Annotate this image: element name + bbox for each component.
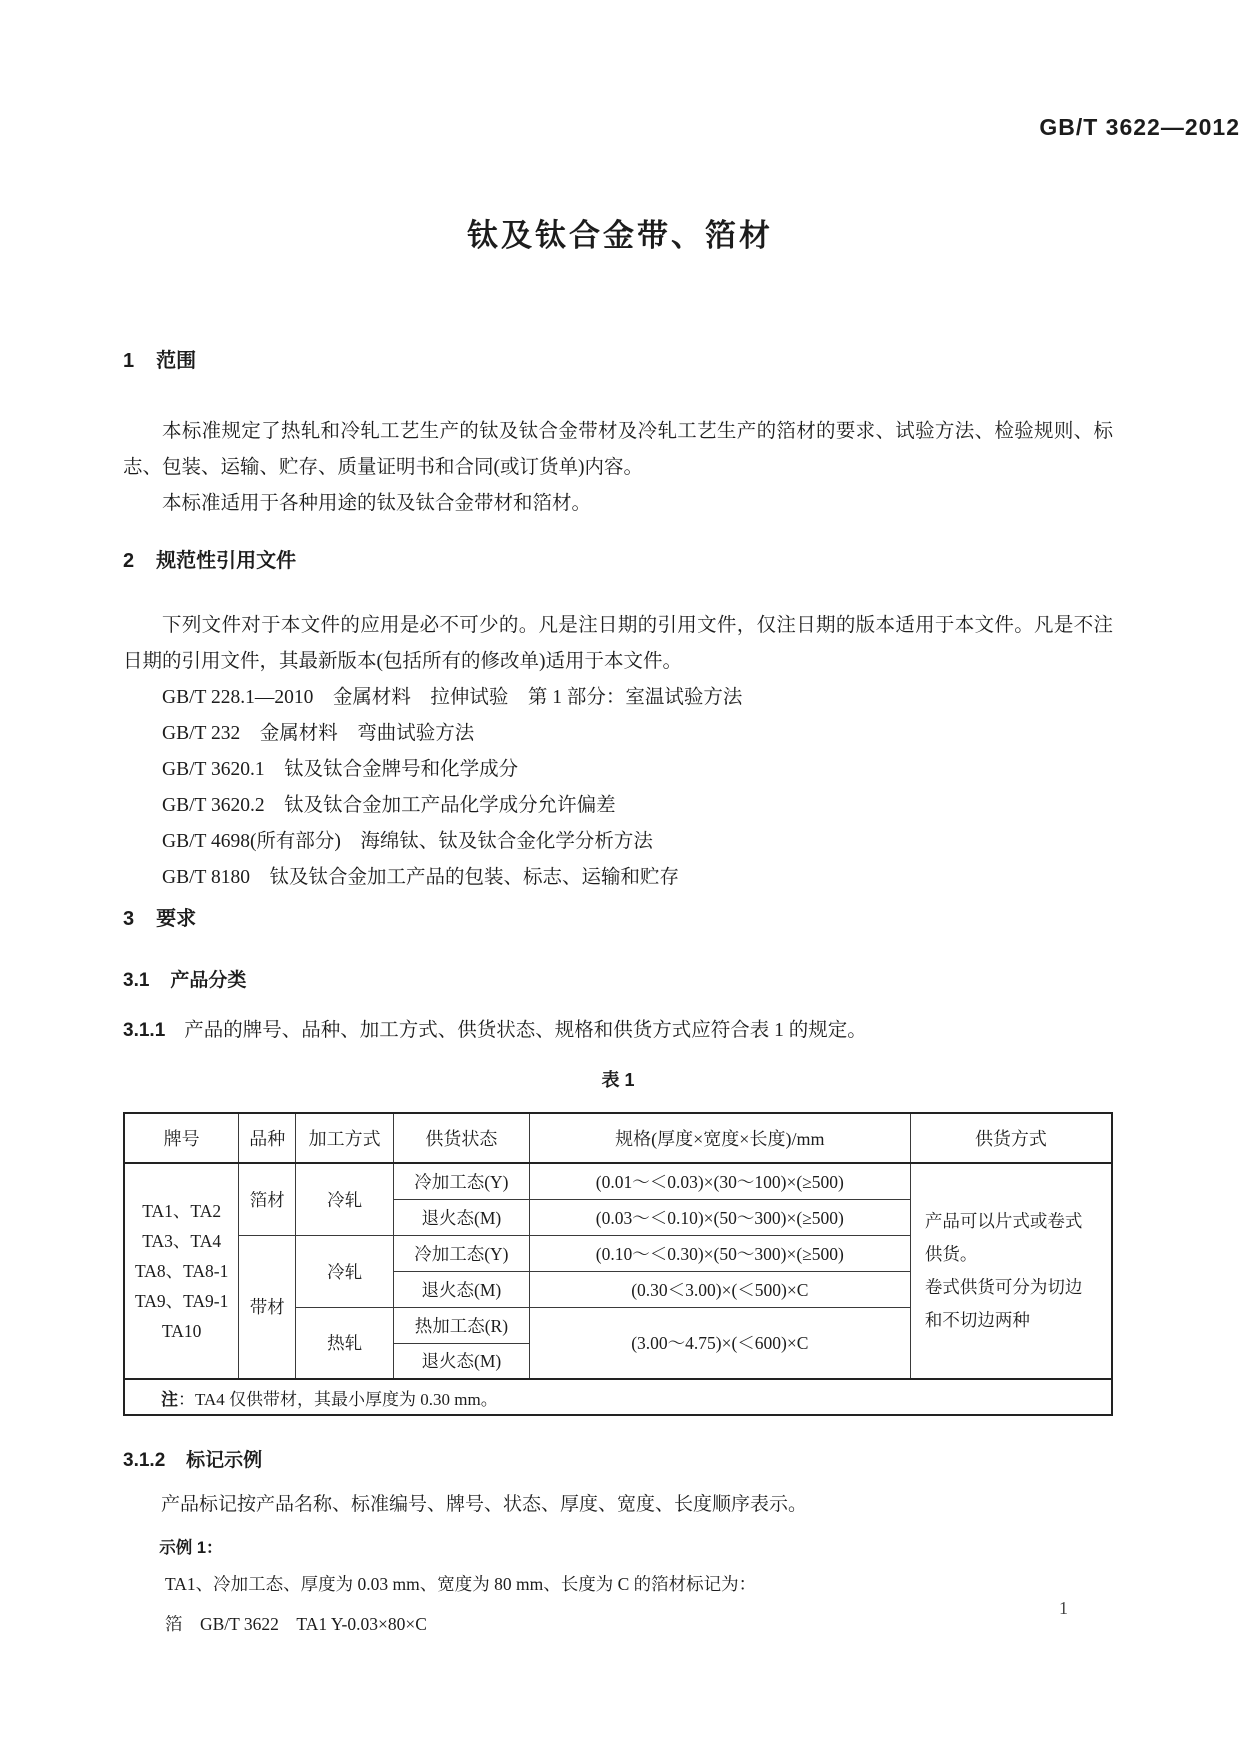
- scope-paragraph-2: 本标准适用于各种用途的钛及钛合金带材和箔材。: [162, 493, 592, 514]
- section-2-heading: [123, 546, 1113, 576]
- section-3-1-2-title: 标记示例: [186, 1450, 263, 1471]
- variety-strip-cell: 带材: [239, 1235, 296, 1379]
- section-3-1-number: 3.1: [123, 970, 150, 991]
- section-1-heading: [123, 346, 1113, 376]
- grade-line: TA9、TA9-1: [134, 1291, 229, 1311]
- grade-line: TA3、TA4: [142, 1231, 222, 1251]
- reference-item: GB/T 232 金属材料 弯曲试验方法: [162, 723, 475, 744]
- table-note-row: [124, 1379, 1112, 1415]
- table-1: [123, 1112, 1113, 1416]
- header-variety: 品种: [239, 1113, 296, 1163]
- state-cell: 冷加工态(Y): [394, 1163, 530, 1199]
- clause-3-1-1-text: 产品的牌号、品种、加工方式、供货状态、规格和供货方式应符合表 1 的规定。: [184, 1020, 867, 1041]
- scope-paragraph-1: 本标准规定了热轧和冷轧工艺生产的钛及钛合金带材及冷轧工艺生产的箔材的要求、试验方法、检验规则、标志、包装、运输、贮存、质量证明书和合同(或订货单)内容。: [123, 421, 1113, 478]
- state-cell: 冷加工态(Y): [394, 1235, 530, 1271]
- references-list: [123, 680, 1113, 896]
- supply-line: 和不切边两种: [924, 1310, 1030, 1330]
- references-intro: 下列文件对于本文件的应用是必不可少的。凡是注日期的引用文件，仅注日期的版本适用于本文件。凡是不注日期的引用文件，其最新版本(包括所有的修改单)适用于本文件。: [123, 615, 1113, 672]
- example-1-designation: 箔 GB/T 3622 TA1 Y-0.03×80×C: [165, 1614, 427, 1634]
- example-1-description: TA1、冷加工态、厚度为 0.03 mm、宽度为 80 mm、长度为 C 的箔材标记为：: [165, 1574, 757, 1594]
- header-process: 加工方式: [296, 1113, 394, 1163]
- spec-cell: (3.00～4.75)×(＜600)×C: [529, 1307, 910, 1379]
- example-1-label: 示例 1：: [159, 1539, 223, 1557]
- supply-line: 卷式供货可分为切边: [924, 1277, 1083, 1297]
- spec-cell: (0.30＜3.00)×(＜500)×C: [529, 1271, 910, 1307]
- supply-mode-cell: [910, 1163, 1112, 1379]
- process-hot-strip-cell: 热轧: [296, 1307, 394, 1379]
- supply-line: 供货。: [924, 1244, 978, 1264]
- grade-line: TA1、TA2: [142, 1201, 222, 1221]
- standard-number: GB/T 3622—2012: [1039, 114, 1240, 140]
- spec-cell: (0.10～＜0.30)×(50～300)×(≥500): [529, 1235, 910, 1271]
- grade-line: TA8、TA8-1: [134, 1261, 229, 1281]
- section-3-1-2-number: 3.1.2: [123, 1450, 166, 1471]
- reference-item: GB/T 3620.1 钛及钛合金牌号和化学成分: [162, 759, 519, 780]
- header-state: 供货状态: [394, 1113, 530, 1163]
- reference-item: GB/T 228.1—2010 金属材料 拉伸试验 第 1 部分：室温试验方法: [162, 687, 743, 708]
- page-number: 1: [1059, 1598, 1068, 1618]
- section-3-1-heading: [123, 966, 1113, 996]
- header-spec: 规格(厚度×宽度×长度)/mm: [529, 1113, 910, 1163]
- reference-item: GB/T 8180 钛及钛合金加工产品的包装、标志、运输和贮存: [162, 867, 679, 888]
- state-cell: 退火态(M): [394, 1271, 530, 1307]
- state-cell: 热加工态(R): [394, 1307, 530, 1343]
- section-2-title: 规范性引用文件: [156, 550, 297, 572]
- header-grade: 牌号: [124, 1113, 239, 1163]
- table-header-row: [124, 1113, 1112, 1163]
- clause-3-1-1: [123, 1016, 1113, 1046]
- supply-line: 产品可以片式或卷式: [924, 1211, 1083, 1231]
- document-title: 钛及钛合金带、箔材: [467, 218, 773, 253]
- table-row: [124, 1163, 1112, 1199]
- note-label: 注: [161, 1389, 178, 1409]
- spec-cell: (0.01～＜0.03)×(30～100)×(≥500): [529, 1163, 910, 1199]
- process-cold-foil-cell: 冷轧: [296, 1163, 394, 1235]
- section-3-1-2-heading: [123, 1446, 1113, 1476]
- page-content: [0, 346, 1240, 1638]
- state-cell: 退火态(M): [394, 1343, 530, 1379]
- header-supply: 供货方式: [910, 1113, 1112, 1163]
- note-text: ：TA4 仅供带材，其最小厚度为 0.30 mm。: [178, 1389, 498, 1409]
- section-1-title: 范围: [156, 350, 197, 372]
- grade-line: TA10: [161, 1321, 202, 1341]
- state-cell: 退火态(M): [394, 1199, 530, 1235]
- table-note-cell: [124, 1379, 1112, 1415]
- table-1-caption: 表 1: [601, 1070, 635, 1090]
- section-1-number: 1: [123, 350, 135, 372]
- section-3-heading: [123, 904, 1113, 934]
- section-3-1-title: 产品分类: [170, 970, 247, 991]
- reference-item: GB/T 3620.2 钛及钛合金加工产品化学成分允许偏差: [162, 795, 616, 816]
- section-3-number: 3: [123, 908, 135, 930]
- grade-cell: [124, 1163, 239, 1379]
- process-cold-strip-cell: 冷轧: [296, 1235, 394, 1307]
- section-2-number: 2: [123, 550, 135, 572]
- reference-item: GB/T 4698(所有部分) 海绵钛、钛及钛合金化学分析方法: [162, 831, 653, 852]
- section-3-title: 要求: [156, 908, 197, 930]
- marking-intro: 产品标记按产品名称、标准编号、牌号、状态、厚度、宽度、长度顺序表示。: [161, 1494, 808, 1515]
- clause-3-1-1-number: 3.1.1: [123, 1020, 166, 1041]
- spec-cell: (0.03～＜0.10)×(50～300)×(≥500): [529, 1199, 910, 1235]
- variety-foil-cell: 箔材: [239, 1163, 296, 1235]
